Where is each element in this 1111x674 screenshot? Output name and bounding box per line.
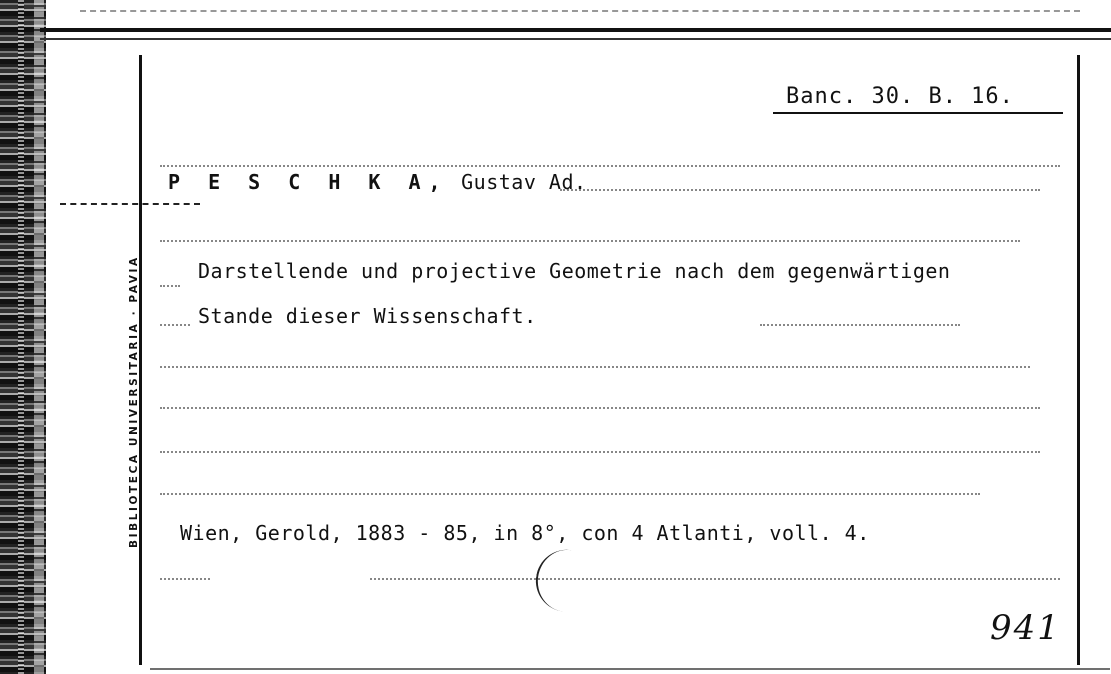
guide-line bbox=[160, 578, 210, 580]
edge-strip bbox=[18, 0, 24, 674]
title-line-1: Darstellende und projective Geometrie nach dem gegenwärtigen bbox=[198, 259, 951, 283]
author-surname: P E S C H K A, bbox=[168, 170, 449, 194]
author-line bbox=[168, 170, 587, 194]
guide-line bbox=[160, 240, 1020, 242]
title-line-2: Stande dieser Wissenschaft. bbox=[198, 304, 537, 328]
guide-line bbox=[160, 451, 1040, 453]
imprint-line: Wien, Gerold, 1883 - 85, in 8°, con 4 Atlanti, voll. 4. bbox=[180, 521, 870, 545]
call-number-underline bbox=[773, 112, 1063, 114]
guide-line bbox=[160, 366, 1030, 368]
edge-strip bbox=[34, 0, 44, 674]
top-rule bbox=[40, 38, 1111, 40]
margin-tick bbox=[60, 203, 200, 205]
guide-line bbox=[160, 285, 180, 287]
guide-line bbox=[160, 324, 190, 326]
bottom-rule bbox=[150, 668, 1110, 670]
call-number: Banc. 30. B. 16. bbox=[786, 84, 1014, 109]
handwritten-number: 941 bbox=[990, 608, 1061, 648]
guide-line bbox=[160, 407, 1040, 409]
guide-line bbox=[370, 578, 1060, 580]
scanned-edge bbox=[0, 0, 46, 674]
top-rule bbox=[40, 28, 1111, 32]
guide-line bbox=[160, 165, 1060, 167]
right-margin-rule bbox=[1077, 55, 1080, 665]
pencil-mark bbox=[532, 546, 576, 612]
guide-line bbox=[560, 189, 1040, 191]
top-dashed-rule bbox=[80, 10, 1080, 12]
author-given-name: Gustav Ad. bbox=[461, 170, 587, 194]
guide-line bbox=[160, 493, 980, 495]
library-stamp: BIBLIOTECA UNIVERSITARIA · PAVIA bbox=[128, 255, 140, 548]
guide-line bbox=[760, 324, 960, 326]
